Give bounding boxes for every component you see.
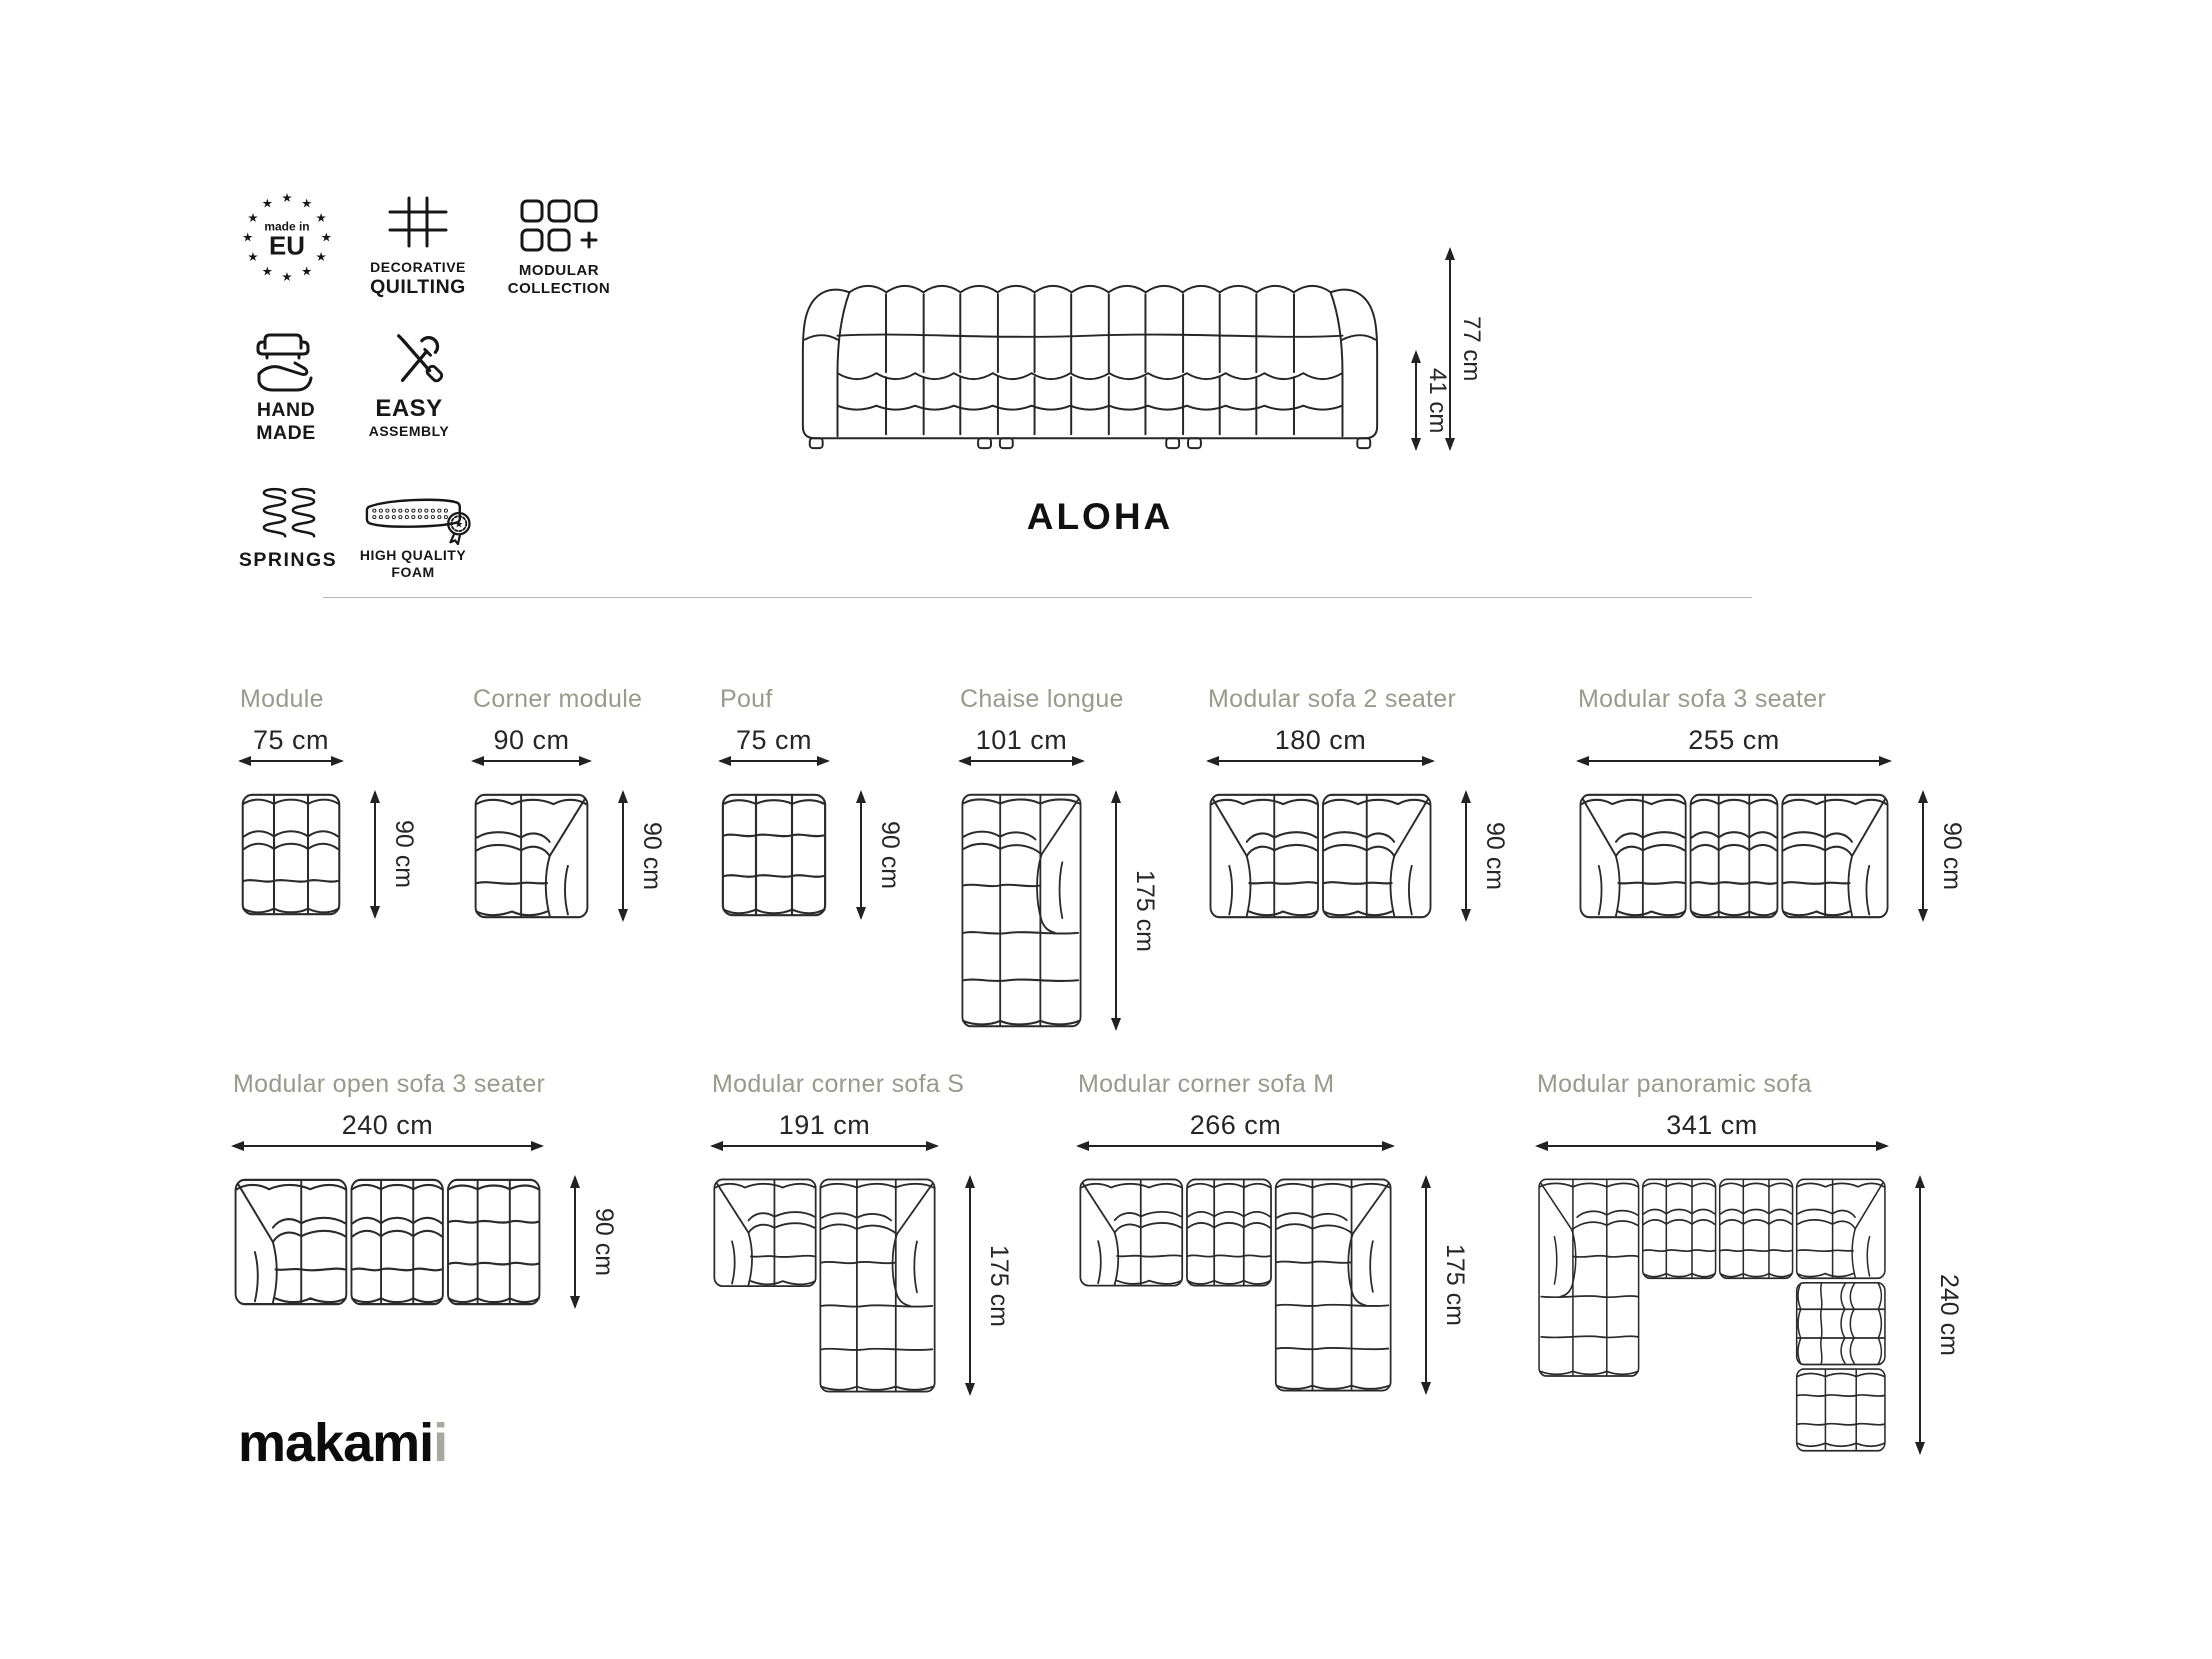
module-title: Corner module (473, 685, 643, 713)
made-in-label: made in (264, 219, 310, 234)
module-figure (1578, 685, 1980, 933)
depth-dimension-label: 90 cm (1938, 821, 1966, 891)
sofa-front-drawing (788, 243, 1392, 455)
badge-line: COLLECTION (507, 279, 611, 297)
badge-easy-assembly-label (339, 395, 479, 440)
module-top-view-drawing (240, 792, 342, 917)
module-figure (720, 685, 918, 931)
svg-text:★: ★ (454, 519, 464, 531)
width-dimension-label: 191 cm (778, 1110, 871, 1140)
depth-dimension-arrow (1922, 792, 1924, 920)
badge-line: DECORATIVE (370, 259, 466, 275)
depth-dimension-label: 90 cm (590, 1207, 618, 1277)
depth-dimension-label: 175 cm (1441, 1244, 1469, 1326)
module-top-view-drawing (1537, 1177, 1887, 1453)
depth-dimension-label: 90 cm (1481, 821, 1509, 891)
width-dimension-arrow (240, 760, 342, 762)
svg-text:★: ★ (261, 263, 273, 279)
module-title: Modular panoramic sofa (1537, 1070, 1812, 1098)
depth-dimension-label: 90 cm (638, 821, 666, 891)
seat-height-label: 41 cm (1424, 367, 1451, 434)
badge-springs-label (228, 549, 348, 572)
brand-logo-gray: i (433, 1413, 448, 1473)
badge-line: EASY (375, 395, 443, 422)
badge-line: MODULAR (518, 262, 600, 279)
module-figure (473, 685, 680, 933)
eu-label: EU (269, 232, 305, 261)
total-height-label: 77 cm (1458, 316, 1485, 382)
width-dimension-arrow (712, 1145, 937, 1147)
svg-text:★: ★ (301, 263, 313, 279)
width-dimension-label: 341 cm (1666, 1110, 1758, 1140)
depth-dimension-arrow (1425, 1177, 1427, 1393)
depth-dimension-label: 90 cm (876, 820, 904, 890)
width-dimension-arrow (233, 1145, 542, 1147)
width-dimension-label: 266 cm (1189, 1110, 1282, 1140)
module-title: Modular corner sofa M (1078, 1070, 1335, 1098)
module-figure (240, 685, 432, 930)
seat-height-arrow (1415, 352, 1417, 449)
width-dimension-arrow (473, 760, 590, 762)
module-top-view-drawing (712, 1177, 937, 1394)
modular-squares-icon (520, 199, 598, 253)
width-dimension-label: 75 cm (735, 725, 813, 755)
module-top-view-drawing (720, 792, 828, 918)
module-top-view-drawing (1078, 1177, 1393, 1393)
width-dimension-arrow (1578, 760, 1890, 762)
module-top-view-drawing (1578, 792, 1890, 920)
module-figure (960, 685, 1173, 1042)
badge-hand-made-label (226, 399, 346, 445)
svg-text:★: ★ (281, 268, 293, 284)
depth-dimension-arrow (1465, 792, 1467, 920)
product-name: ALOHA (1026, 496, 1174, 537)
module-title: Modular sofa 3 seater (1578, 685, 1827, 713)
badge-line: MADE (256, 422, 316, 444)
badge-line: HIGH QUALITY (359, 547, 467, 563)
quilting-grid-icon (388, 196, 448, 248)
module-title: Modular open sofa 3 seater (233, 1070, 546, 1098)
badge-line: QUILTING (370, 275, 466, 298)
badge-modular-collection-label (489, 262, 629, 297)
module-figure (712, 1070, 1027, 1407)
foam-badge-icon (360, 493, 476, 545)
width-dimension-label: 90 cm (493, 725, 570, 755)
depth-dimension-arrow (969, 1177, 971, 1394)
section-divider (323, 597, 1752, 598)
depth-dimension-arrow (860, 792, 862, 918)
width-dimension-arrow (960, 760, 1083, 762)
badge-line: ASSEMBLY (368, 423, 450, 440)
width-dimension-arrow (1078, 1145, 1393, 1147)
module-title: Modular corner sofa S (712, 1070, 965, 1098)
depth-dimension-label: 90 cm (390, 820, 418, 889)
depth-dimension-arrow (574, 1177, 576, 1307)
width-dimension-arrow (1208, 760, 1433, 762)
width-dimension-label: 255 cm (1688, 725, 1780, 755)
depth-dimension-label: 175 cm (985, 1244, 1013, 1327)
module-title: Module (240, 685, 324, 713)
width-dimension-label: 180 cm (1274, 725, 1367, 755)
module-figure (1537, 1070, 1977, 1466)
svg-text:★: ★ (315, 249, 327, 265)
module-figure (1208, 685, 1523, 933)
width-dimension-arrow (1537, 1145, 1887, 1147)
svg-text:★: ★ (320, 229, 332, 245)
width-dimension-label: 240 cm (341, 1110, 434, 1140)
depth-dimension-arrow (622, 792, 624, 920)
tools-icon (390, 330, 446, 392)
svg-text:★: ★ (247, 209, 259, 225)
module-top-view-drawing (1208, 792, 1433, 920)
depth-dimension-arrow (1115, 792, 1117, 1029)
width-dimension-label: 101 cm (975, 725, 1068, 755)
depth-dimension-label: 240 cm (1935, 1274, 1963, 1356)
eu-stars-icon (240, 190, 334, 284)
svg-text:★: ★ (242, 229, 254, 245)
module-figure (1078, 1070, 1483, 1406)
hand-sofa-icon (251, 330, 315, 394)
badge-line: HAND (256, 399, 316, 421)
svg-text:★: ★ (315, 209, 327, 225)
module-title: Modular sofa 2 seater (1208, 685, 1457, 713)
brand-logo (238, 1412, 447, 1474)
module-top-view-drawing (233, 1177, 542, 1307)
svg-text:★: ★ (247, 249, 259, 265)
depth-dimension-arrow (374, 792, 376, 917)
depth-dimension-label: 175 cm (1131, 869, 1159, 952)
badge-line: SPRINGS (238, 549, 338, 571)
module-title: Chaise longue (960, 685, 1124, 713)
module-title: Pouf (720, 685, 773, 713)
width-dimension-arrow (720, 760, 828, 762)
svg-text:★: ★ (281, 190, 293, 206)
module-figure (233, 1070, 632, 1320)
badge-foam-label (351, 547, 475, 580)
badge-line: FOAM (391, 563, 435, 580)
total-height-arrow (1449, 249, 1451, 449)
svg-text:★: ★ (261, 195, 273, 211)
module-top-view-drawing (473, 792, 590, 920)
width-dimension-label: 75 cm (252, 725, 330, 755)
brand-logo-black: makami (238, 1413, 434, 1473)
module-top-view-drawing (960, 792, 1083, 1029)
springs-icon (259, 486, 319, 542)
svg-text:★: ★ (301, 195, 313, 211)
depth-dimension-arrow (1919, 1177, 1921, 1453)
badge-decorative-quilting-label (348, 259, 488, 299)
